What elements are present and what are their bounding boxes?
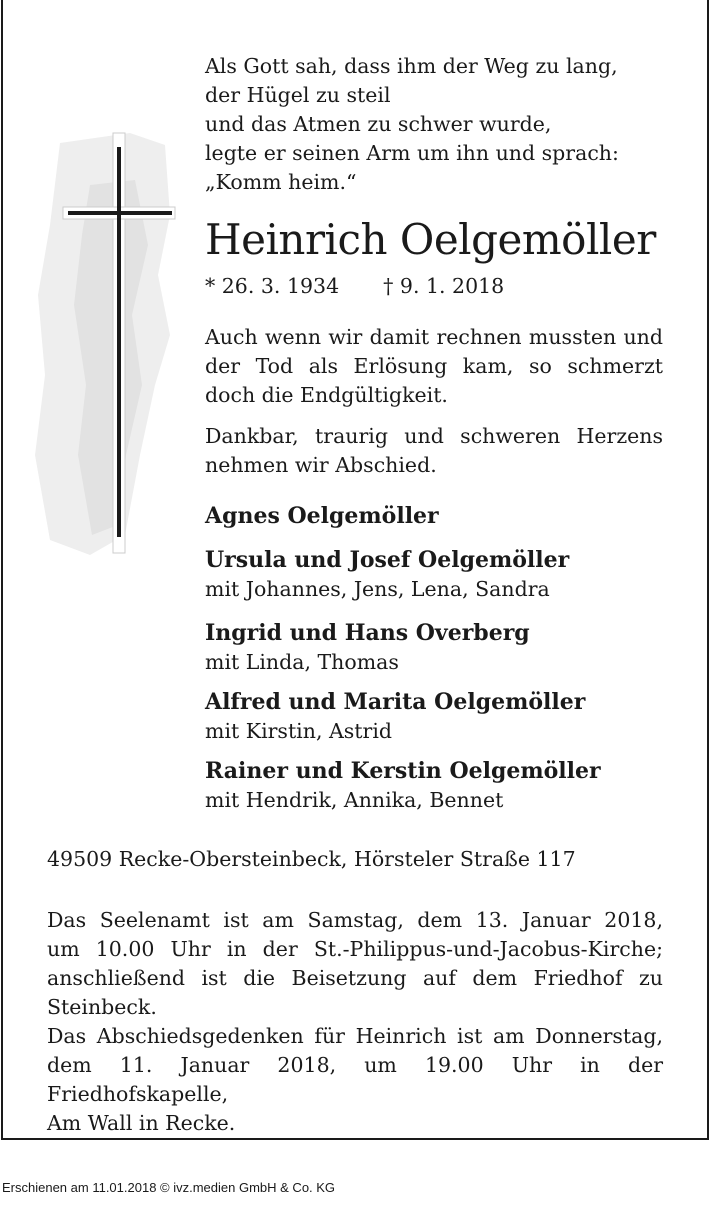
service-info bbox=[47, 906, 663, 1138]
service-line: Am Wall in Recke. bbox=[47, 1111, 236, 1135]
service-line: Das Seelenamt ist am Samstag, dem 13. Januar 2018, bbox=[47, 908, 663, 932]
family-entry bbox=[205, 501, 685, 531]
deceased-name: Heinrich Oelgemöller bbox=[205, 215, 656, 264]
family-name: Ingrid und Hans Overberg bbox=[205, 620, 530, 646]
birth-date: * 26. 3. 1934 bbox=[205, 274, 340, 298]
family-name: Ursula und Josef Oelgemöller bbox=[205, 547, 570, 573]
poem-line: „Komm heim.“ bbox=[205, 170, 357, 194]
address: 49509 Recke-Obersteinbeck, Hörsteler Straße 117 bbox=[47, 847, 576, 871]
service-line: um 10.00 Uhr in der St.-Philippus-und-Jacobus-Kirche; bbox=[47, 937, 663, 961]
service-line: dem 11. Januar 2018, um 19.00 Uhr in der Friedhofskapelle, bbox=[47, 1053, 663, 1106]
death-date: † 9. 1. 2018 bbox=[383, 274, 505, 298]
family-entry bbox=[205, 687, 685, 746]
poem-line: legte er seinen Arm um ihn und sprach: bbox=[205, 141, 619, 165]
service-line: anschließend ist die Beisetzung auf dem Friedhof zu bbox=[47, 966, 663, 990]
family-entry bbox=[205, 756, 685, 815]
mourning-text: Auch wenn wir damit rechnen mussten und der Tod als Erlösung kam, so schmerzt doch die Endgültigkeit. bbox=[205, 325, 663, 407]
family-children: mit Johannes, Jens, Lena, Sandra bbox=[205, 577, 550, 601]
service-line: Steinbeck. bbox=[47, 995, 157, 1019]
family-children: mit Kirstin, Astrid bbox=[205, 719, 393, 743]
family-entry bbox=[205, 545, 685, 604]
service-line: Das Abschiedsgedenken für Heinrich ist am Donnerstag, bbox=[47, 1024, 663, 1048]
family-entry bbox=[205, 618, 685, 677]
family-name: Rainer und Kerstin Oelgemöller bbox=[205, 758, 601, 784]
poem-line: der Hügel zu steil bbox=[205, 83, 391, 107]
poem bbox=[205, 52, 675, 197]
cross-icon bbox=[30, 125, 190, 565]
family-children: mit Linda, Thomas bbox=[205, 650, 399, 674]
family-name: Alfred und Marita Oelgemöller bbox=[205, 689, 586, 715]
poem-line: und das Atmen zu schwer wurde, bbox=[205, 112, 552, 136]
farewell-text: Dankbar, traurig und schweren Herzens nehmen wir Abschied. bbox=[205, 424, 663, 477]
family-children: mit Hendrik, Annika, Bennet bbox=[205, 788, 504, 812]
publication-footer: Erschienen am 11.01.2018 © ivz.medien GmbH & Co. KG bbox=[2, 1180, 336, 1195]
life-dates bbox=[205, 271, 504, 301]
family-name: Agnes Oelgemöller bbox=[205, 503, 439, 529]
poem-line: Als Gott sah, dass ihm der Weg zu lang, bbox=[205, 54, 618, 78]
